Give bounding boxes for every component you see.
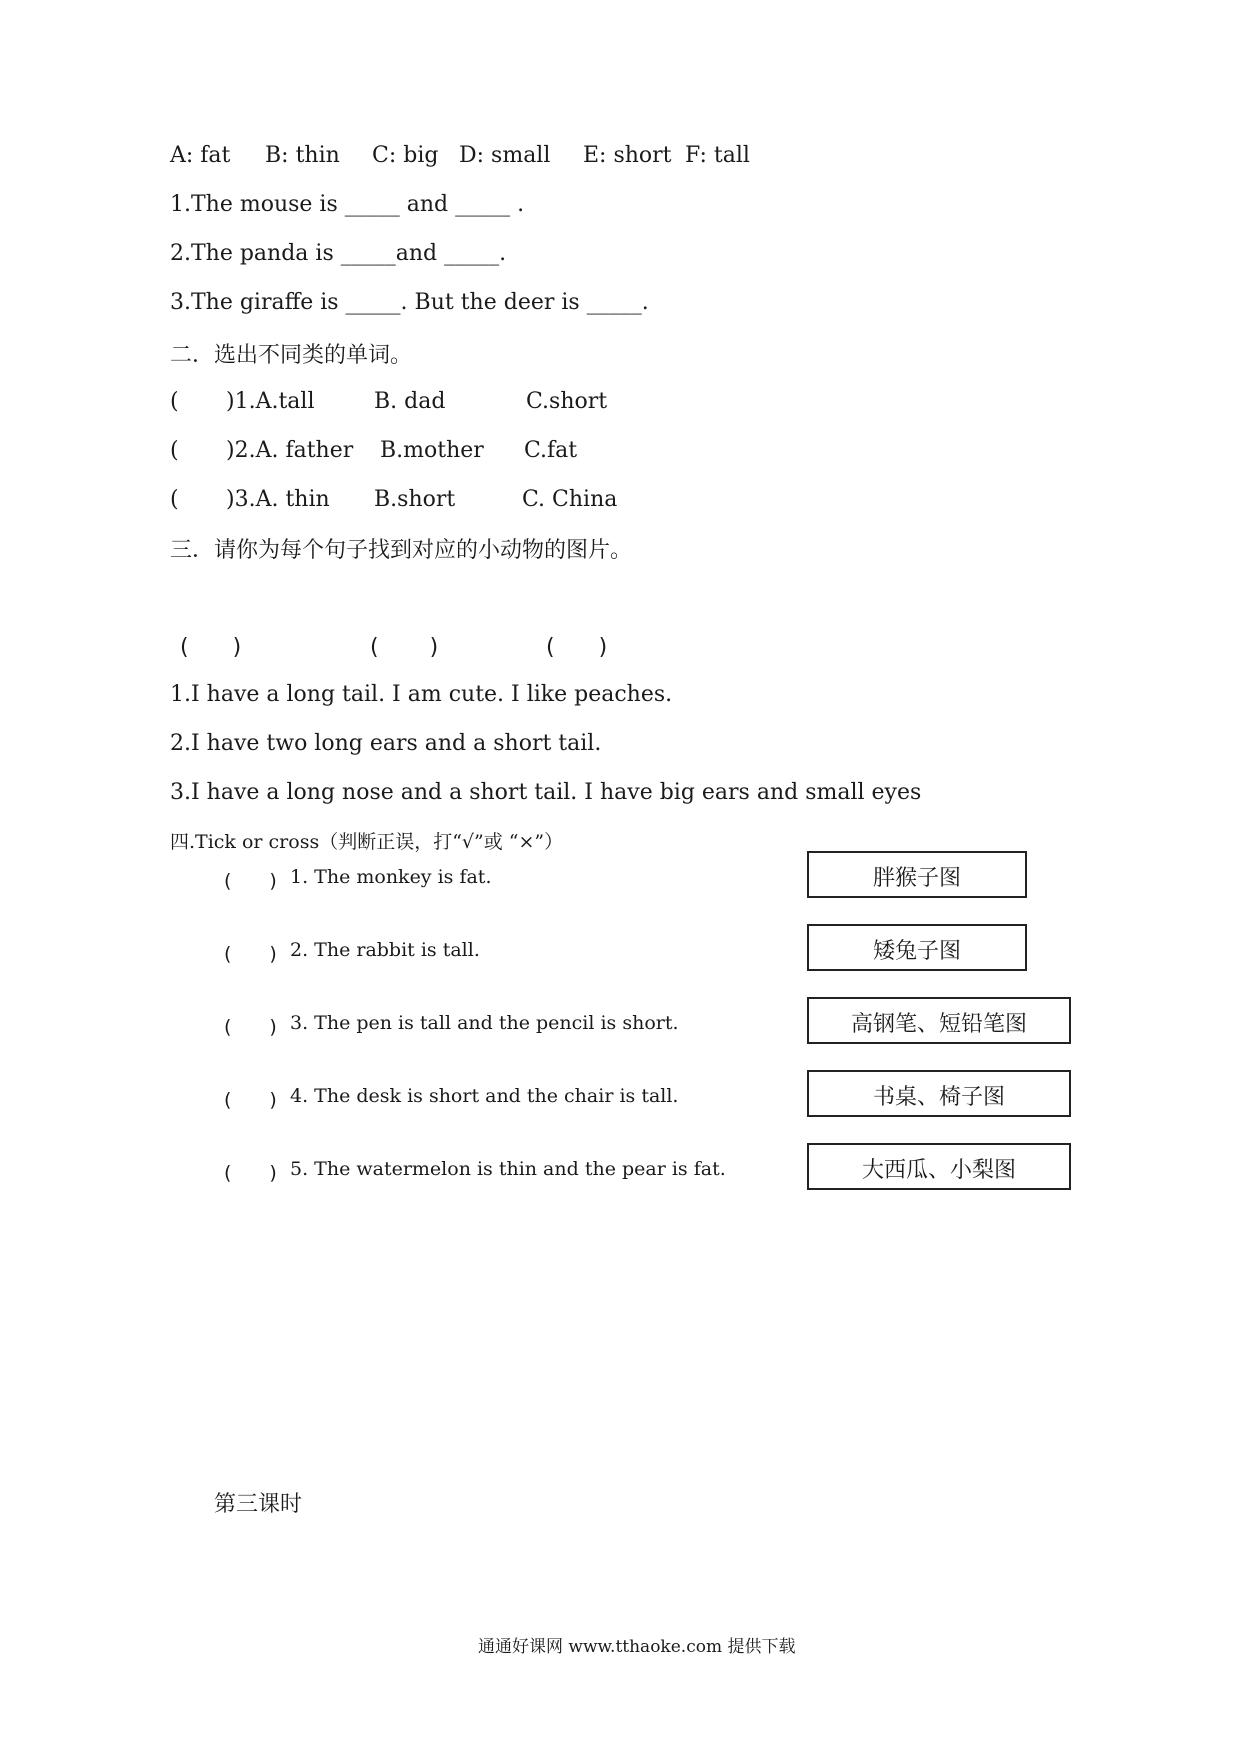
fill-sentence: 2.The panda is _____and _____. (170, 241, 507, 266)
riddle-sentence: 3.I have a long nose and a short tail. I have big ears and small eyes (170, 780, 922, 805)
word-bank-option: F: tall (685, 143, 750, 168)
tick-answer-paren: ( ) (224, 870, 277, 892)
answer-paren: ( (170, 389, 179, 414)
picture-placeholder: 大西瓜、小梨图 (807, 1143, 1071, 1190)
tick-statement: 3. The pen is tall and the pencil is short. (290, 1012, 679, 1034)
tick-statement: 1. The monkey is fat. (290, 866, 492, 888)
section-2-title: 二．选出不同类的单词。 (170, 343, 413, 368)
choice-b: B. dad (374, 389, 446, 414)
word-bank-option: B: thin (265, 143, 340, 168)
picture-placeholder: 书桌、椅子图 (807, 1070, 1071, 1117)
word-bank-option: C: big (372, 143, 439, 168)
tick-statement: 4. The desk is short and the chair is tall. (290, 1085, 679, 1107)
tick-statement: 2. The rabbit is tall. (290, 939, 480, 961)
fill-sentence: 1.The mouse is _____ and _____ . (170, 192, 525, 217)
picture-answer-blank: ( ) (370, 635, 439, 660)
choice-a: )3.A. thin (226, 487, 330, 512)
picture-placeholder: 高钢笔、短铅笔图 (807, 997, 1071, 1044)
choice-a: )2.A. father (226, 438, 354, 463)
word-bank-option: E: short (583, 143, 672, 168)
section-4-title: 四.Tick or cross（判断正误，打“√”或 “×”） (170, 831, 564, 853)
choice-b: B.short (374, 487, 456, 512)
tick-answer-paren: ( ) (224, 1089, 277, 1111)
tick-answer-paren: ( ) (224, 943, 277, 965)
choice-c: C. China (522, 487, 618, 512)
riddle-sentence: 2.I have two long ears and a short tail. (170, 731, 602, 756)
footer-credit: 通通好课网 www.tthaoke.com 提供下载 (478, 1637, 796, 1657)
word-bank-option: D: small (459, 143, 551, 168)
tick-answer-paren: ( ) (224, 1016, 277, 1038)
choice-a: )1.A.tall (226, 389, 315, 414)
picture-answer-blank: ( ) (546, 635, 608, 660)
picture-placeholder: 矮兔子图 (807, 924, 1027, 971)
answer-paren: ( (170, 487, 179, 512)
fill-sentence: 3.The giraffe is _____. But the deer is _____. (170, 290, 649, 315)
picture-answer-blank: ( ) (180, 635, 242, 660)
lesson-heading: 第三课时 (214, 1492, 303, 1517)
tick-answer-paren: ( ) (224, 1162, 277, 1184)
tick-statement: 5. The watermelon is thin and the pear is fat. (290, 1158, 726, 1180)
picture-placeholder: 胖猴子图 (807, 851, 1027, 898)
choice-b: B.mother (380, 438, 484, 463)
answer-paren: ( (170, 438, 179, 463)
choice-c: C.short (526, 389, 608, 414)
word-bank-option: A: fat (170, 143, 231, 168)
riddle-sentence: 1.I have a long tail. I am cute. I like peaches. (170, 682, 673, 707)
section-3-title: 三．请你为每个句子找到对应的小动物的图片。 (170, 538, 633, 563)
choice-c: C.fat (524, 438, 578, 463)
